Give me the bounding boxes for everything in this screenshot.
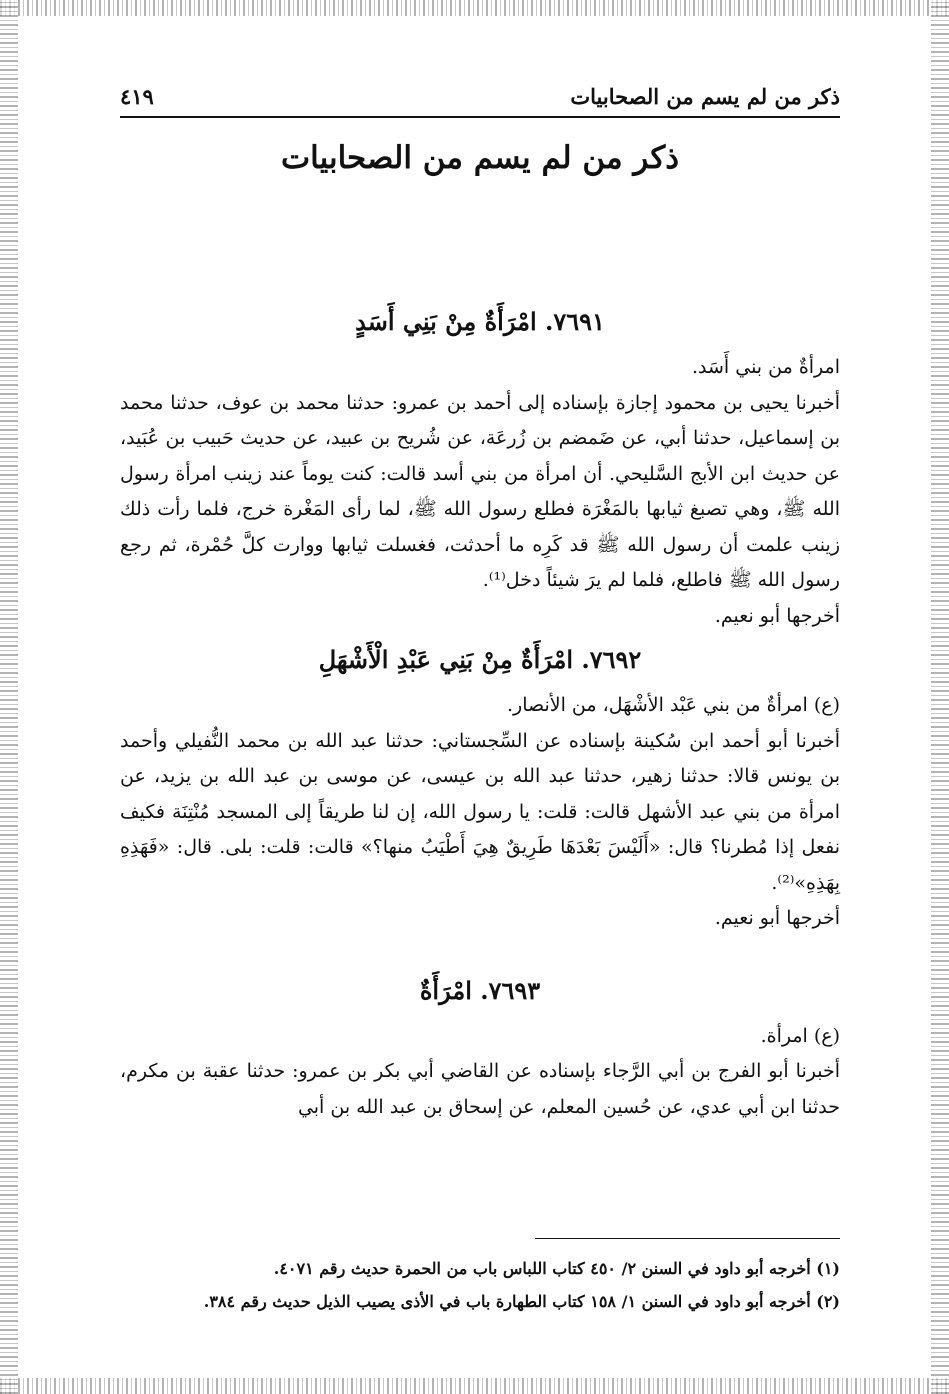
footnote-separator bbox=[535, 1238, 840, 1239]
entry-intro: امرأةٌ من بني أَسَد. bbox=[691, 356, 840, 378]
entry-intro: (ع) امرأة. bbox=[760, 1024, 840, 1047]
entry-attribution: أخرجها أبو نعيم. bbox=[714, 907, 840, 929]
footnotes bbox=[120, 1252, 840, 1318]
entry-narration: أخبرنا أبو الفرج بن أبي الرَّجاء بإسناده عن القاضي أبي بكر بن عمرو: حدثنا عقبة بن مكرم، حدثنا ابن أبي عدي، عن حُسين المعلم، عن إسحاق بن عبد الله بن أبي bbox=[120, 1060, 840, 1118]
main-text bbox=[120, 300, 840, 1125]
footnote-1: (١) أخرجه أبو داود في السنن ٢/ ٤٥٠ كتاب اللباس باب من الحمرة حديث رقم ٤٠٧١. bbox=[273, 1259, 840, 1278]
entry-narration: أخبرنا يحيى بن محمود إجازة بإسناده إلى أحمد بن عمرو: حدثنا محمد بن عوف، حدثنا محمد بن إسماعيل، حدثنا أبي، عن ضَمضم بن زُرعَة، عن شُريح بن عبيد، عن حديث حَبيب بن عُبَيد، عن حديث ابن الأبج السَّليحي. أن امرأة من بني أسد قالت: كنت يوماً عند زينب امرأة رسول الله ﷺ، وهي تصبغ ثيابها بالمَغْرَة فطلع رسول الله ﷺ، لما رأى المَغْرة خرج، فلما رأت ذلك زينب علمت أن رسول الله ﷺ قد كَرِه ما أحدثت، فغسلت ثيابها ووارت كلَّ حُمْرة، ثم رجع رسول الله ﷺ فاطلع، فلما لم يرَ شيئاً دخل⁽¹⁾. bbox=[120, 391, 840, 591]
entry-heading-7692: ٧٦٩٢. امْرَأَةٌ مِنْ بَنِي عَبْدِ الْأَشْهَلِ bbox=[318, 645, 642, 674]
running-title: ذكر من لم يسم من الصحابيات bbox=[570, 84, 840, 109]
chapter-title: ذكر من لم يسم من الصحابيات bbox=[280, 140, 680, 176]
entry-narration: أخبرنا أبو أحمد ابن سُكينة بإسناده عن السِّجستاني: حدثنا عبد الله بن محمد النُّفيلي وأحمد بن يونس قالا: حدثنا زهير، حدثنا عبد الله بن عيسى، عن موسى بن عبد الله بن يزيد، عن امرأة من بني عبد الأشهل قالت: قلت: يا رسول الله، إن لنا طريقاً إلى المسجد مُنْتِنَة فكيف نفعل إذا مُطرنا؟ قال: «أَلَيْسَ بَعْدَهَا طَرِيقٌ هِيَ أَطْيَبُ منها؟» قالت: قلت: بلى. قال: «فَهَذِهِ بِهَذِهِ»⁽²⁾. bbox=[120, 729, 840, 894]
decorative-border-left bbox=[0, 0, 18, 1394]
entry-attribution: أخرجها أبو نعيم. bbox=[714, 604, 840, 627]
entry-intro: (ع) امرأةٌ من بني عَبْد الأشْهَل، من الأنصار. bbox=[507, 694, 840, 716]
decorative-border-right bbox=[931, 0, 949, 1394]
footnote-2: (٢) أخرجه أبو داود في السنن ١/ ١٥٨ كتاب الطهارة باب في الأذى يصيب الذيل حديث رقم ٣٨٤. bbox=[203, 1292, 840, 1311]
page-number: ٤١٩ bbox=[120, 84, 154, 109]
running-header bbox=[120, 82, 840, 118]
book-page bbox=[120, 0, 840, 1394]
entry-heading-7693: ٧٦٩٣. امْرَأَةٌ bbox=[419, 975, 541, 1005]
entry-heading-7691: ٧٦٩١. امْرَأَةٌ مِنْ بَنِي أَسَدٍ bbox=[355, 307, 605, 336]
